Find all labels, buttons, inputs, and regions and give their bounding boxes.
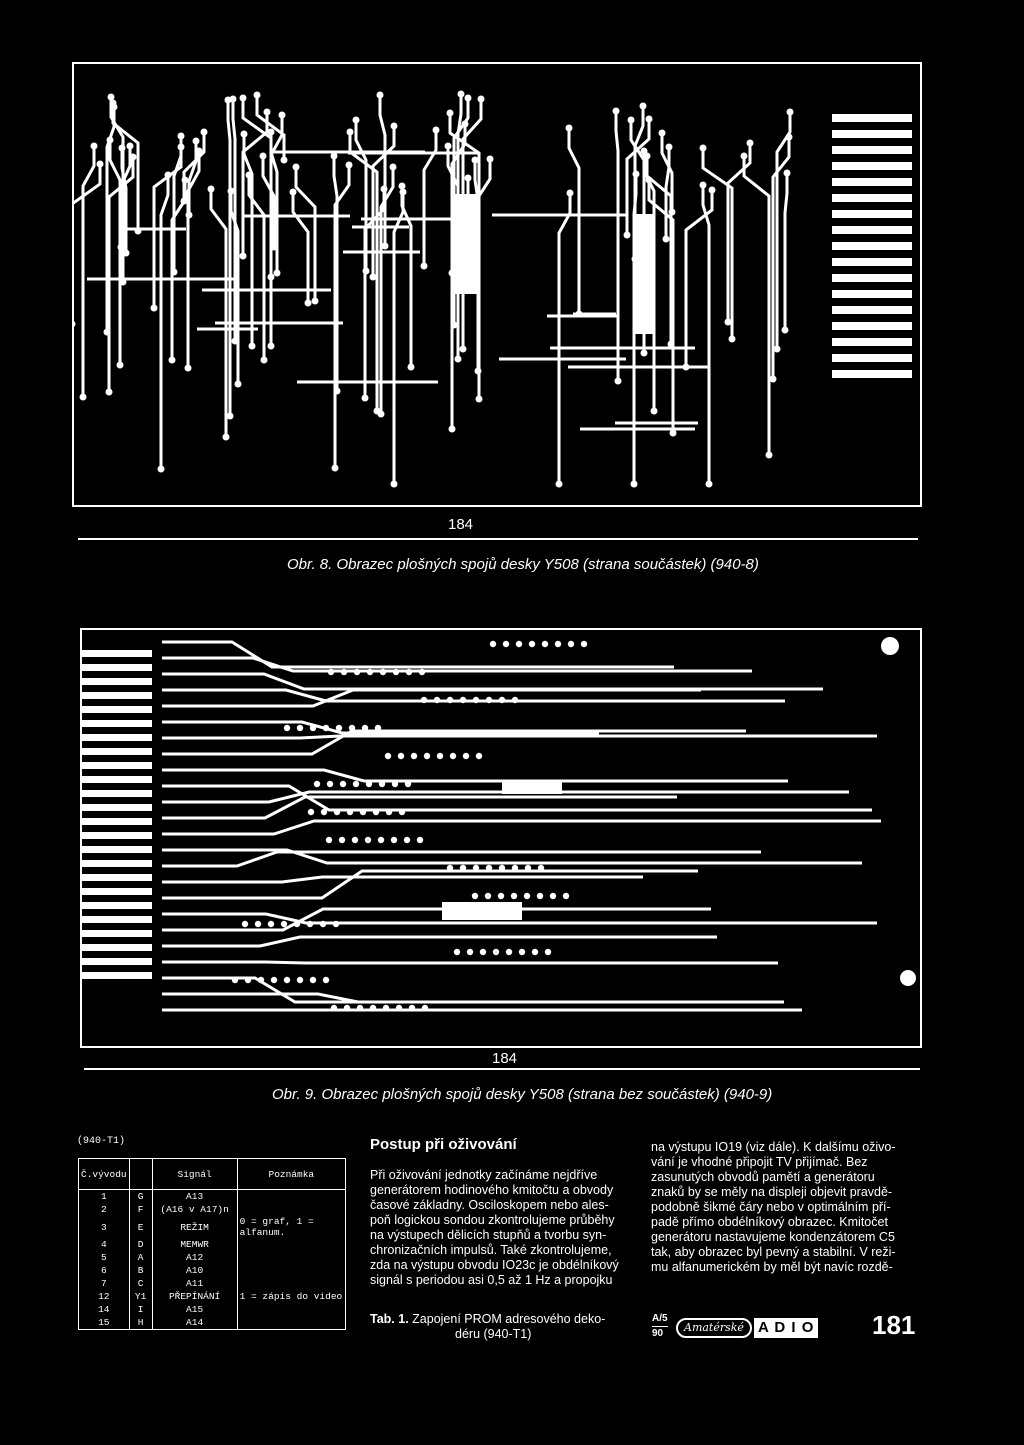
dimension-label-2: 184 — [492, 1050, 518, 1067]
header-note: Poznámka — [237, 1159, 345, 1190]
figure-caption-9: Obr. 9. Obrazec plošných spojů desky Y508 (strana bez součástek) (940-9) — [272, 1086, 773, 1103]
article-line: mu alfanumerickém by měl být navíc rozdě- — [651, 1260, 893, 1274]
magazine-logo — [676, 1317, 818, 1339]
dimension-line-2 — [84, 1068, 920, 1070]
table-cell: 4 — [79, 1238, 130, 1251]
table-cell: D — [129, 1238, 152, 1251]
table-cell: 7 — [79, 1277, 130, 1290]
article-line: vání je vhodné připojit TV přijímač. Bez — [651, 1155, 868, 1169]
table-row — [79, 1290, 346, 1303]
table-cell: A12 — [152, 1251, 237, 1264]
issue-bottom: 90 — [652, 1328, 664, 1339]
table-cell: 15 — [79, 1316, 130, 1330]
header-pin: Č.vývodu — [79, 1159, 130, 1190]
table-row — [79, 1303, 346, 1316]
table-cell: A13 — [152, 1190, 237, 1204]
table-cell: 0 = graf, 1 = alfanum. — [237, 1216, 345, 1238]
table-row — [79, 1190, 346, 1204]
table-cell: 6 — [79, 1264, 130, 1277]
table-cell: REŽIM — [152, 1216, 237, 1238]
table-body — [79, 1190, 346, 1330]
article-line: znaků by se měly na displeji objevit pravdě- — [651, 1185, 893, 1199]
article-line: zasunutých obvodů pamětí a generátoru — [651, 1170, 875, 1184]
logo-block: A D I O — [754, 1318, 818, 1338]
article-line: na výstupech dělicích stupňů a tvorbu syn- — [370, 1228, 607, 1242]
article-line: podobně šikmé čáry nebo v optimálním pří- — [651, 1200, 891, 1214]
table-cell: 5 — [79, 1251, 130, 1264]
table-code: (940-T1) — [77, 1136, 126, 1147]
table-cell: MEMWR — [152, 1238, 237, 1251]
table-cell: A15 — [152, 1303, 237, 1316]
table-row — [79, 1238, 346, 1251]
table-cell: E — [129, 1216, 152, 1238]
table-cell — [237, 1316, 345, 1330]
header-signal: Signál — [152, 1159, 237, 1190]
table-cell: A — [129, 1251, 152, 1264]
table-cell — [237, 1203, 345, 1216]
issue-marker — [652, 1312, 668, 1341]
table-cell: 12 — [79, 1290, 130, 1303]
page-number: 181 — [872, 1310, 916, 1340]
table-cell: 1 — [79, 1190, 130, 1204]
article-line: generátorem hodinového kmitočtu a obvody — [370, 1183, 614, 1197]
article-column-1 — [370, 1168, 632, 1288]
dimension-label-1: 184 — [448, 516, 474, 533]
article-line: tak, aby obrazec byl pevný a stabilní. V reži- — [651, 1245, 896, 1259]
section-heading: Postup při oživování — [370, 1136, 517, 1153]
table-row — [79, 1251, 346, 1264]
article-column-2 — [651, 1140, 921, 1275]
issue-top: A/5 — [652, 1312, 668, 1327]
table-header-row — [79, 1159, 346, 1190]
table-caption — [370, 1312, 640, 1342]
pcb-figure-solder-side — [80, 628, 922, 1048]
article-line: padě přímo obdélníkový obrazec. Kmitočet — [651, 1215, 888, 1229]
table-cell: A10 — [152, 1264, 237, 1277]
table-cell — [237, 1190, 345, 1204]
table-cell: 1 = zápis do video — [237, 1290, 345, 1303]
table-cell — [237, 1251, 345, 1264]
table-caption-label: Tab. 1. — [370, 1312, 409, 1326]
figure-caption-8: Obr. 8. Obrazec plošných spojů desky Y508 (strana součástek) (940-8) — [287, 556, 759, 573]
table-cell: Y1 — [129, 1290, 152, 1303]
table-cell: 14 — [79, 1303, 130, 1316]
table-cell: PŘEPÍNÁNÍ — [152, 1290, 237, 1303]
pcb-figure-component-side — [72, 62, 922, 507]
article-line: generátoru nastavujeme kondenzátorem C5 — [651, 1230, 895, 1244]
article-line: chronizačních impulsů. Také zkontrolujeme, — [370, 1243, 612, 1257]
table-caption-text: Zapojení PROM adresového deko- — [412, 1312, 606, 1326]
article-line: Při oživování jednotky začínáme nejdříve — [370, 1168, 598, 1182]
table-row — [79, 1316, 346, 1330]
table-cell: 3 — [79, 1216, 130, 1238]
table-cell — [237, 1264, 345, 1277]
table-cell: A11 — [152, 1277, 237, 1290]
article-line: zda na výstupu obvodu IO23c je obdélníkový — [370, 1258, 619, 1272]
table-cell: C — [129, 1277, 152, 1290]
logo-script: Amatérské — [676, 1318, 752, 1338]
table-row — [79, 1277, 346, 1290]
article-line: poň logickou sondou zkontrolujeme průběhy — [370, 1213, 615, 1227]
table-cell: A14 — [152, 1316, 237, 1330]
article-line: časové základny. Osciloskopem nebo ales- — [370, 1198, 609, 1212]
prom-table — [78, 1158, 346, 1330]
table-cell: I — [129, 1303, 152, 1316]
dimension-line-1 — [78, 538, 918, 540]
table-cell: H — [129, 1316, 152, 1330]
table-cell: G — [129, 1190, 152, 1204]
pcb-traces-bottom — [82, 630, 920, 1046]
table-cell — [237, 1277, 345, 1290]
article-line: signál s periodou asi 0,5 až 1 Hz a propojku — [370, 1273, 613, 1287]
table-row — [79, 1203, 346, 1216]
table-caption-text-2: déru (940-T1) — [455, 1327, 532, 1341]
table-cell: (A16 v A17)n — [152, 1203, 237, 1216]
article-line: na výstupu IO19 (viz dále). K dalšímu oživo- — [651, 1140, 896, 1154]
table-cell: B — [129, 1264, 152, 1277]
header-letter — [129, 1159, 152, 1190]
table-row — [79, 1264, 346, 1277]
table-cell — [237, 1303, 345, 1316]
table-cell — [237, 1238, 345, 1251]
table-row — [79, 1216, 346, 1238]
pcb-traces-top — [74, 64, 920, 505]
table-cell: F — [129, 1203, 152, 1216]
table-cell: 2 — [79, 1203, 130, 1216]
